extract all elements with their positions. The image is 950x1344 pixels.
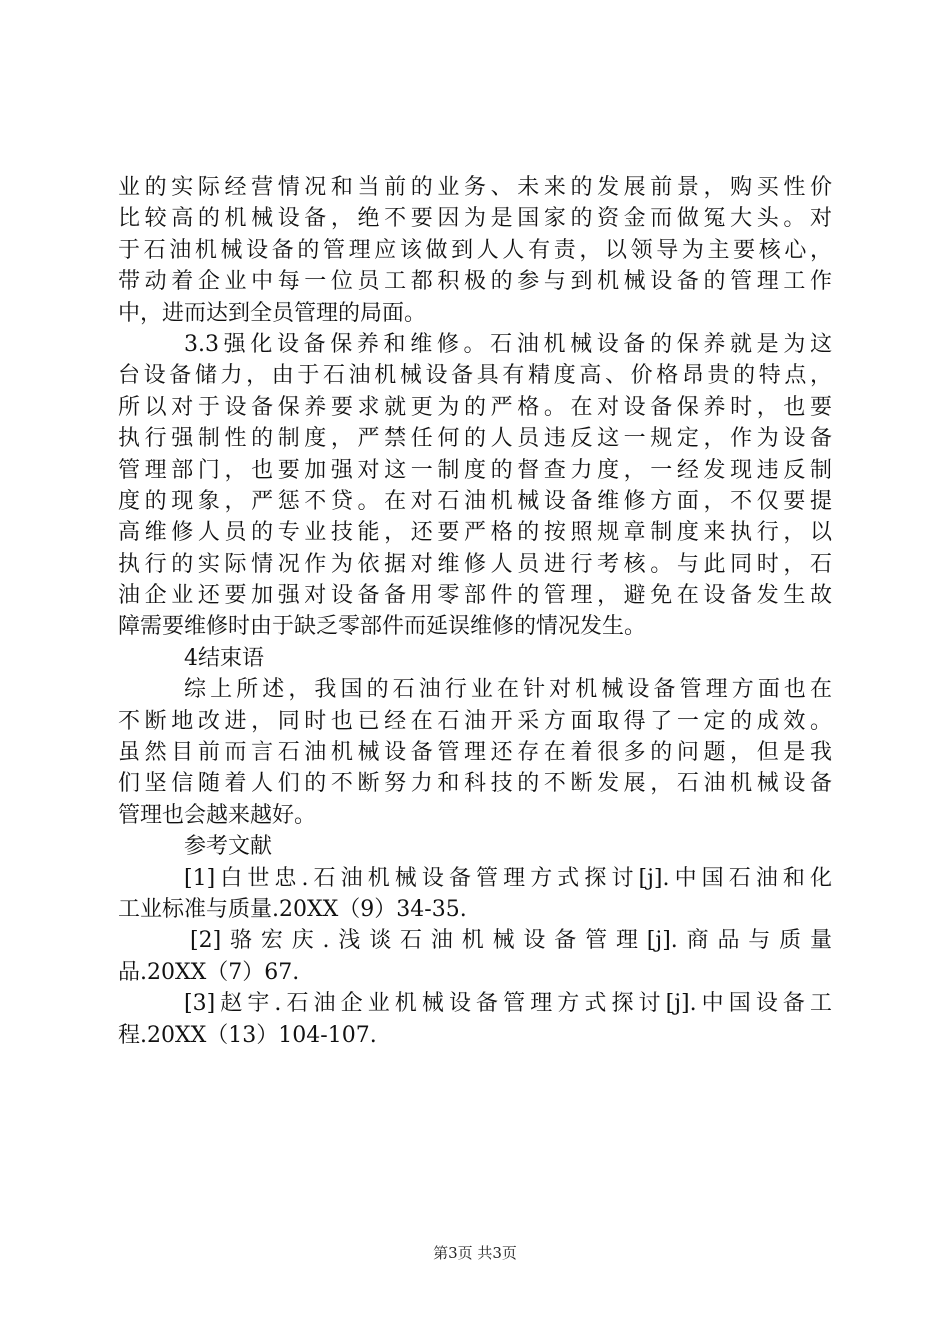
text-line: 程.20XX（13）104-107.	[118, 1022, 377, 1048]
text-line: 带动着企业中每一位员工都积极的参与到机械设备的管理工作	[118, 269, 832, 295]
text-line: 执行的实际情况作为依据对维修人员进行考核。与此同时，石	[118, 551, 832, 577]
text-line: 品.20XX（7）67.	[118, 959, 300, 985]
text-line: 参考文献	[184, 834, 273, 860]
text-line: [2]骆宏庆.浅谈石油机械设备管理[j].商品与质量	[190, 928, 832, 954]
text-line: 比较高的机械设备，绝不要因为是国家的资金而做冤大头。对	[118, 206, 832, 232]
text-line: 4结束语	[184, 645, 264, 671]
text-line: 台设备储力，由于石油机械设备具有精度高、价格昂贵的特点，	[118, 363, 832, 389]
text-line: 3.3强化设备保养和维修。石油机械设备的保养就是为这	[184, 331, 832, 357]
text-line: 高维修人员的专业技能，还要严格的按照规章制度来执行，以	[118, 520, 832, 546]
text-line: 度的现象，严惩不贷。在对石油机械设备维修方面，不仅要提	[118, 488, 832, 514]
text-line: 管理部门，也要加强对这一制度的督查力度，一经发现违反制	[118, 457, 832, 483]
text-line: 所以对于设备保养要求就更为的严格。在对设备保养时，也要	[118, 394, 832, 420]
page-footer: 第3页 共3页	[433, 1244, 517, 1262]
text-line: 工业标准与质量.20XX（9）34-35.	[118, 896, 467, 922]
text-line: 综上所述，我国的石油行业在针对机械设备管理方面也在	[184, 677, 832, 703]
text-line: 执行强制性的制度，严禁任何的人员违反这一规定，作为设备	[118, 426, 832, 452]
text-line: [1]白世忠.石油机械设备管理方式探讨[j].中国石油和化	[184, 865, 832, 891]
text-line: 们坚信随着人们的不断努力和科技的不断发展，石油机械设备	[118, 771, 832, 797]
text-line: 油企业还要加强对设备备用零部件的管理，避免在设备发生故	[118, 583, 832, 609]
text-line: 虽然目前而言石油机械设备管理还存在着很多的问题，但是我	[118, 740, 832, 766]
text-line: 管理也会越来越好。	[118, 802, 317, 828]
text-line: 业的实际经营情况和当前的业务、未来的发展前景，购买性价	[118, 175, 832, 200]
text-line: 不断地改进，同时也已经在石油开采方面取得了一定的成效。	[118, 708, 832, 734]
text-line: 障需要维修时由于缺乏零部件而延误维修的情况发生。	[118, 614, 647, 640]
text-line: 于石油机械设备的管理应该做到人人有责，以领导为主要核心，	[118, 237, 832, 263]
text-line: [3]赵宇.石油企业机械设备管理方式探讨[j].中国设备工	[184, 991, 832, 1017]
text-line: 中，进而达到全员管理的局面。	[118, 300, 427, 326]
document-body	[118, 172, 832, 1051]
